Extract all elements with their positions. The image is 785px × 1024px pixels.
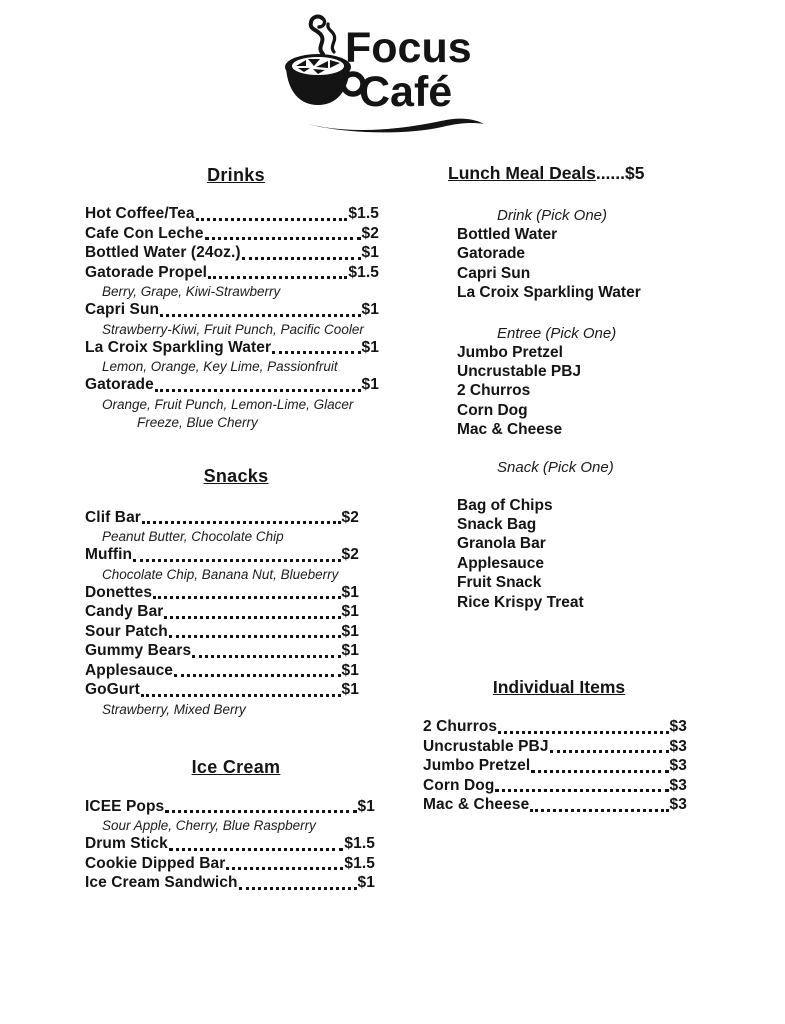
dots-leader bbox=[531, 770, 668, 773]
item-price: $1.5 bbox=[344, 854, 375, 872]
item-flavors: Sour Apple, Cherry, Blue Raspberry bbox=[102, 818, 316, 833]
dots-leader bbox=[153, 596, 340, 599]
menu-item-row bbox=[85, 301, 379, 321]
item-name: Mac & Cheese bbox=[423, 796, 530, 814]
item-name: Cookie Dipped Bar bbox=[85, 854, 226, 872]
menu-item-row bbox=[85, 681, 359, 701]
menu-item-row bbox=[423, 777, 687, 797]
item-name: Gummy Bears bbox=[85, 642, 192, 659]
menu-item-row bbox=[85, 855, 375, 875]
menu-item-row bbox=[423, 718, 687, 738]
item-price: $1.5 bbox=[348, 263, 379, 281]
pick-one-options bbox=[423, 343, 695, 440]
pick-one-options bbox=[423, 496, 695, 612]
item-price: $3 bbox=[669, 757, 687, 775]
item-price: $1.5 bbox=[348, 205, 379, 222]
individual-items-list bbox=[423, 718, 687, 816]
individual-items-title: Individual Items bbox=[492, 677, 626, 698]
item-flavors: Orange, Fruit Punch, Lemon-Lime, Glacer Freeze, Blue Cherry bbox=[102, 396, 354, 430]
menu-section-snacks bbox=[85, 466, 387, 719]
section-items bbox=[85, 509, 359, 719]
menu-item-row bbox=[85, 874, 375, 894]
menu-item-row bbox=[85, 798, 375, 818]
item-name: Gatorade bbox=[85, 376, 154, 393]
menu-item-row bbox=[85, 662, 359, 682]
menu-section-drinks bbox=[85, 165, 387, 432]
pick-one-option: Jumbo Pretzel bbox=[457, 343, 563, 361]
lunch-group-entree bbox=[423, 324, 695, 440]
item-name: Clif Bar bbox=[85, 508, 141, 526]
item-flavors: Lemon, Orange, Key Lime, Passionfruit bbox=[102, 359, 338, 374]
brand-line1: Focus bbox=[345, 24, 472, 72]
item-price: $3 bbox=[669, 796, 687, 814]
lunch-title-text: Lunch Meal Deals bbox=[448, 163, 596, 183]
menu-item-row bbox=[423, 757, 687, 777]
dots-leader bbox=[226, 867, 343, 870]
item-price: $1 bbox=[341, 661, 359, 679]
dots-leader bbox=[174, 674, 341, 677]
menu-item-row bbox=[85, 339, 379, 359]
lunch-title-price: $5 bbox=[625, 163, 645, 183]
item-name: Corn Dog bbox=[423, 776, 495, 794]
lunch-groups bbox=[423, 206, 695, 612]
item-name: Muffin bbox=[85, 546, 133, 563]
pick-one-option: Snack Bag bbox=[457, 516, 537, 534]
pick-one-option: Bag of Chips bbox=[457, 496, 553, 514]
item-price: $1 bbox=[357, 797, 375, 815]
menu-item-row bbox=[85, 584, 359, 604]
dots-leader bbox=[141, 694, 341, 697]
item-flavors: Peanut Butter, Chocolate Chip bbox=[102, 529, 284, 544]
pick-one-heading: Drink (Pick One) bbox=[497, 207, 608, 224]
pick-one-option: Uncrustable PBJ bbox=[457, 363, 582, 381]
item-price: $1 bbox=[341, 622, 359, 640]
pick-one-option: Corn Dog bbox=[457, 401, 528, 419]
item-flavors: Strawberry, Mixed Berry bbox=[102, 701, 246, 717]
dots-leader bbox=[133, 559, 340, 562]
left-column bbox=[85, 165, 387, 894]
menu-item-row bbox=[85, 264, 379, 284]
item-name: ICEE Pops bbox=[85, 797, 165, 815]
dots-leader bbox=[142, 521, 341, 524]
item-name: Ice Cream Sandwich bbox=[85, 874, 238, 891]
item-price: $1 bbox=[341, 681, 359, 698]
lunch-group-snack bbox=[423, 458, 695, 612]
item-name: Gatorade Propel bbox=[85, 263, 208, 281]
menu-item-row bbox=[85, 376, 379, 396]
dots-leader bbox=[169, 848, 344, 851]
pick-one-option: Applesauce bbox=[457, 554, 545, 572]
menu-item-row bbox=[85, 623, 359, 643]
item-name: 2 Churros bbox=[423, 718, 498, 736]
pick-one-heading: Snack (Pick One) bbox=[497, 458, 614, 476]
dots-leader bbox=[164, 616, 340, 619]
item-price: $1 bbox=[361, 244, 379, 261]
right-column bbox=[423, 163, 695, 816]
section-items bbox=[85, 205, 379, 432]
menu-item-row bbox=[85, 205, 379, 225]
menu-item-row bbox=[85, 835, 375, 855]
item-name: Cafe Con Leche bbox=[85, 224, 204, 242]
item-name: Donettes bbox=[85, 583, 153, 601]
item-name: Applesauce bbox=[85, 661, 174, 679]
item-flavors: Berry, Grape, Kiwi-Strawberry bbox=[102, 284, 281, 299]
menu-item-row bbox=[85, 642, 359, 662]
item-price: $1 bbox=[361, 376, 379, 393]
dots-leader bbox=[169, 635, 341, 638]
pick-one-options bbox=[423, 225, 695, 303]
item-price: $1 bbox=[361, 301, 379, 318]
item-name: La Croix Sparkling Water bbox=[85, 338, 272, 356]
dots-leader bbox=[205, 237, 361, 240]
pick-one-option: Rice Krispy Treat bbox=[457, 593, 584, 611]
menu-item-row bbox=[85, 509, 359, 529]
item-name: Hot Coffee/Tea bbox=[85, 205, 195, 222]
dots-leader bbox=[550, 750, 669, 753]
dots-leader bbox=[192, 655, 340, 658]
dots-leader bbox=[155, 389, 361, 392]
menu-section-ice-cream bbox=[85, 757, 387, 894]
section-title: Drinks bbox=[207, 165, 265, 185]
menu-item-row bbox=[423, 796, 687, 816]
item-price: $3 bbox=[669, 718, 687, 736]
item-price: $3 bbox=[669, 737, 687, 755]
dots-leader bbox=[242, 257, 361, 260]
pick-one-option: Capri Sun bbox=[457, 264, 531, 282]
item-price: $1 bbox=[341, 603, 359, 620]
dots-leader bbox=[208, 276, 347, 279]
pick-one-option: Granola Bar bbox=[457, 535, 546, 553]
brand-line2: Café bbox=[359, 68, 453, 116]
item-price: $1 bbox=[361, 338, 379, 356]
lunch-meal-deals-title bbox=[448, 163, 695, 183]
pick-one-option: 2 Churros bbox=[457, 382, 531, 400]
item-name: Drum Stick bbox=[85, 835, 168, 852]
item-flavors: Strawberry-Kiwi, Fruit Punch, Pacific Cooler bbox=[102, 321, 364, 337]
item-name: GoGurt bbox=[85, 681, 140, 698]
item-name: Capri Sun bbox=[85, 301, 160, 318]
lunch-title-leader: ...... bbox=[595, 163, 626, 183]
item-name: Bottled Water (24oz.) bbox=[85, 244, 241, 261]
steam-icon bbox=[311, 17, 335, 54]
menu-item-row bbox=[85, 244, 379, 264]
menu-item-row bbox=[85, 603, 359, 623]
item-price: $1 bbox=[341, 642, 359, 659]
menu-item-row bbox=[85, 546, 359, 566]
lunch-group-drink bbox=[423, 206, 695, 303]
dots-leader bbox=[239, 887, 357, 890]
dots-leader bbox=[160, 314, 360, 317]
dots-leader bbox=[272, 351, 360, 354]
item-price: $2 bbox=[341, 508, 359, 526]
pick-one-heading: Entree (Pick One) bbox=[497, 324, 617, 342]
item-price: $1 bbox=[341, 583, 359, 601]
item-price: $2 bbox=[361, 224, 379, 242]
section-title: Ice Cream bbox=[191, 756, 281, 777]
item-name: Sour Patch bbox=[85, 622, 168, 640]
item-price: $3 bbox=[669, 776, 687, 794]
item-flavors: Chocolate Chip, Banana Nut, Blueberry bbox=[102, 566, 339, 582]
dots-leader bbox=[165, 810, 356, 813]
pick-one-option: Bottled Water bbox=[457, 226, 558, 243]
swoosh-icon bbox=[308, 119, 484, 133]
pick-one-option: Gatorade bbox=[457, 245, 526, 263]
section-title: Snacks bbox=[203, 465, 269, 486]
menu-item-row bbox=[85, 225, 379, 245]
dots-leader bbox=[530, 809, 668, 812]
dots-leader bbox=[498, 731, 668, 734]
pick-one-option: Fruit Snack bbox=[457, 574, 542, 592]
item-price: $1 bbox=[357, 874, 375, 891]
item-name: Candy Bar bbox=[85, 603, 164, 620]
pick-one-option: Mac & Cheese bbox=[457, 421, 563, 439]
item-price: $2 bbox=[341, 546, 359, 563]
pick-one-option: La Croix Sparkling Water bbox=[457, 284, 641, 302]
item-name: Jumbo Pretzel bbox=[423, 757, 531, 775]
section-items bbox=[85, 798, 375, 894]
dots-leader bbox=[196, 218, 348, 221]
item-price: $1.5 bbox=[344, 835, 375, 852]
item-name: Uncrustable PBJ bbox=[423, 737, 549, 755]
dots-leader bbox=[495, 789, 668, 792]
menu-item-row bbox=[423, 738, 687, 758]
logo bbox=[283, 10, 493, 140]
